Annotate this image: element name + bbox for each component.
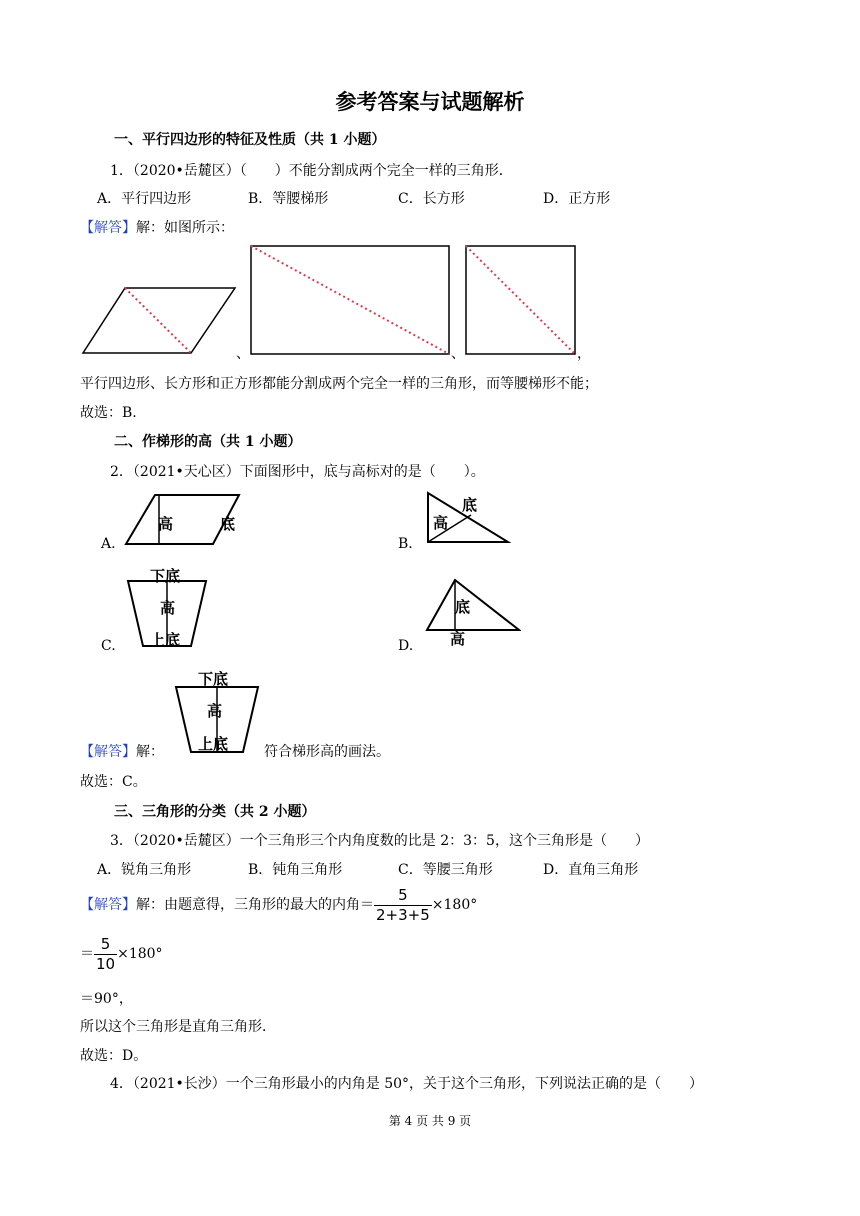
label-base: 底 bbox=[462, 496, 478, 514]
q2-answer-tag-line bbox=[80, 741, 164, 761]
label-bottom-base: 上底 bbox=[198, 735, 229, 753]
q2-option-letter: B. bbox=[398, 536, 413, 552]
q1-answer-line bbox=[80, 217, 234, 237]
label-top-base: 下底 bbox=[150, 567, 181, 585]
q3-choice: 故选：D。 bbox=[80, 1048, 148, 1064]
page-title: 参考答案与试题解析 bbox=[335, 89, 525, 114]
q1-choice: 故选：B. bbox=[80, 405, 137, 421]
label-height: 高 bbox=[160, 599, 176, 617]
q2-answer-tail: 符合梯形高的画法。 bbox=[264, 744, 390, 760]
fraction bbox=[94, 935, 117, 974]
answer-tag: 【解答】 bbox=[80, 744, 136, 760]
label-bottom-base: 上底 bbox=[150, 631, 181, 649]
q3-step-2 bbox=[80, 934, 163, 974]
rectangle-figure bbox=[249, 244, 451, 357]
figure-separator: 、 bbox=[451, 346, 465, 362]
q1-stem: 1．（2020•岳麓区）（ ）不能分割成两个完全一样的三角形． bbox=[110, 163, 513, 179]
q4-stem: 4．（2021•长沙）一个三角形最小的内角是 50°，关于这个三角形，下列说法正确的是（ ） bbox=[110, 1076, 704, 1092]
q3-option-b: B．钝角三角形 bbox=[248, 862, 343, 878]
times-180: ×180° bbox=[117, 946, 163, 962]
answer-lead: 解： bbox=[136, 744, 164, 760]
q2-stem: 2．（2021•天心区）下面图形中，底与高标对的是（ ）。 bbox=[110, 464, 485, 480]
q3-stem: 3．（2020•岳麓区）一个三角形三个内角度数的比是 2：3：5，这个三角形是（ ） bbox=[110, 833, 649, 849]
q3-step-3: ＝90°， bbox=[80, 991, 133, 1007]
q3-answer-line bbox=[80, 885, 477, 925]
label-height: 高 bbox=[158, 515, 174, 533]
q2-option-letter: A. bbox=[101, 536, 116, 552]
q2-option-letter: D. bbox=[398, 638, 414, 654]
section-heading: 三、三角形的分类（共 2 小题） bbox=[114, 804, 316, 820]
fraction bbox=[374, 886, 432, 925]
fraction-numerator: 5 bbox=[398, 885, 408, 904]
q2-option-letter: C. bbox=[101, 638, 116, 654]
label-top-base: 下底 bbox=[198, 670, 229, 688]
section-heading: 一、平行四边形的特征及性质（共 1 小题） bbox=[114, 132, 386, 148]
fraction-denominator: 2+3+5 bbox=[376, 905, 430, 924]
label-base: 底 bbox=[455, 598, 471, 616]
fraction-denominator: 10 bbox=[96, 954, 116, 973]
answer-tag: 【解答】 bbox=[80, 220, 136, 236]
q1-option-c: C．长方形 bbox=[398, 191, 465, 207]
q1-explanation: 平行四边形、长方形和正方形都能分割成两个完全一样的三角形，而等腰梯形不能； bbox=[80, 376, 598, 392]
q3-option-d: D．直角三角形 bbox=[543, 862, 639, 878]
q1-option-b: B．等腰梯形 bbox=[248, 191, 329, 207]
q2-choice: 故选：C。 bbox=[80, 774, 147, 790]
figure-separator: 、 bbox=[236, 346, 250, 362]
q3-conclusion: 所以这个三角形是直角三角形． bbox=[80, 1019, 276, 1035]
page-footer: 第 4 页 共 9 页 bbox=[388, 1114, 472, 1128]
section-heading: 二、作梯形的高（共 1 小题） bbox=[114, 434, 302, 450]
parallelogram-figure bbox=[80, 285, 238, 357]
answer-lead: 解：由题意得，三角形的最大的内角＝ bbox=[136, 897, 374, 913]
option-d-triangle bbox=[425, 578, 521, 634]
figure-separator: ， bbox=[577, 346, 591, 362]
q1-option-a: A．平行四边形 bbox=[97, 191, 192, 207]
square-figure bbox=[464, 244, 577, 357]
answer-lead: 解：如图所示： bbox=[136, 220, 234, 236]
fraction-numerator: 5 bbox=[100, 934, 111, 953]
label-base: 底 bbox=[220, 515, 236, 533]
times-180: ×180° bbox=[431, 897, 478, 913]
q1-option-d: D．正方形 bbox=[543, 191, 611, 207]
equals-sign: ＝ bbox=[80, 946, 94, 962]
label-height: 高 bbox=[450, 630, 466, 648]
q3-option-a: A．锐角三角形 bbox=[97, 862, 192, 878]
label-height: 高 bbox=[207, 702, 223, 720]
answer-tag: 【解答】 bbox=[80, 897, 136, 913]
label-height: 高 bbox=[433, 514, 449, 532]
q3-option-c: C．等腰三角形 bbox=[398, 862, 493, 878]
